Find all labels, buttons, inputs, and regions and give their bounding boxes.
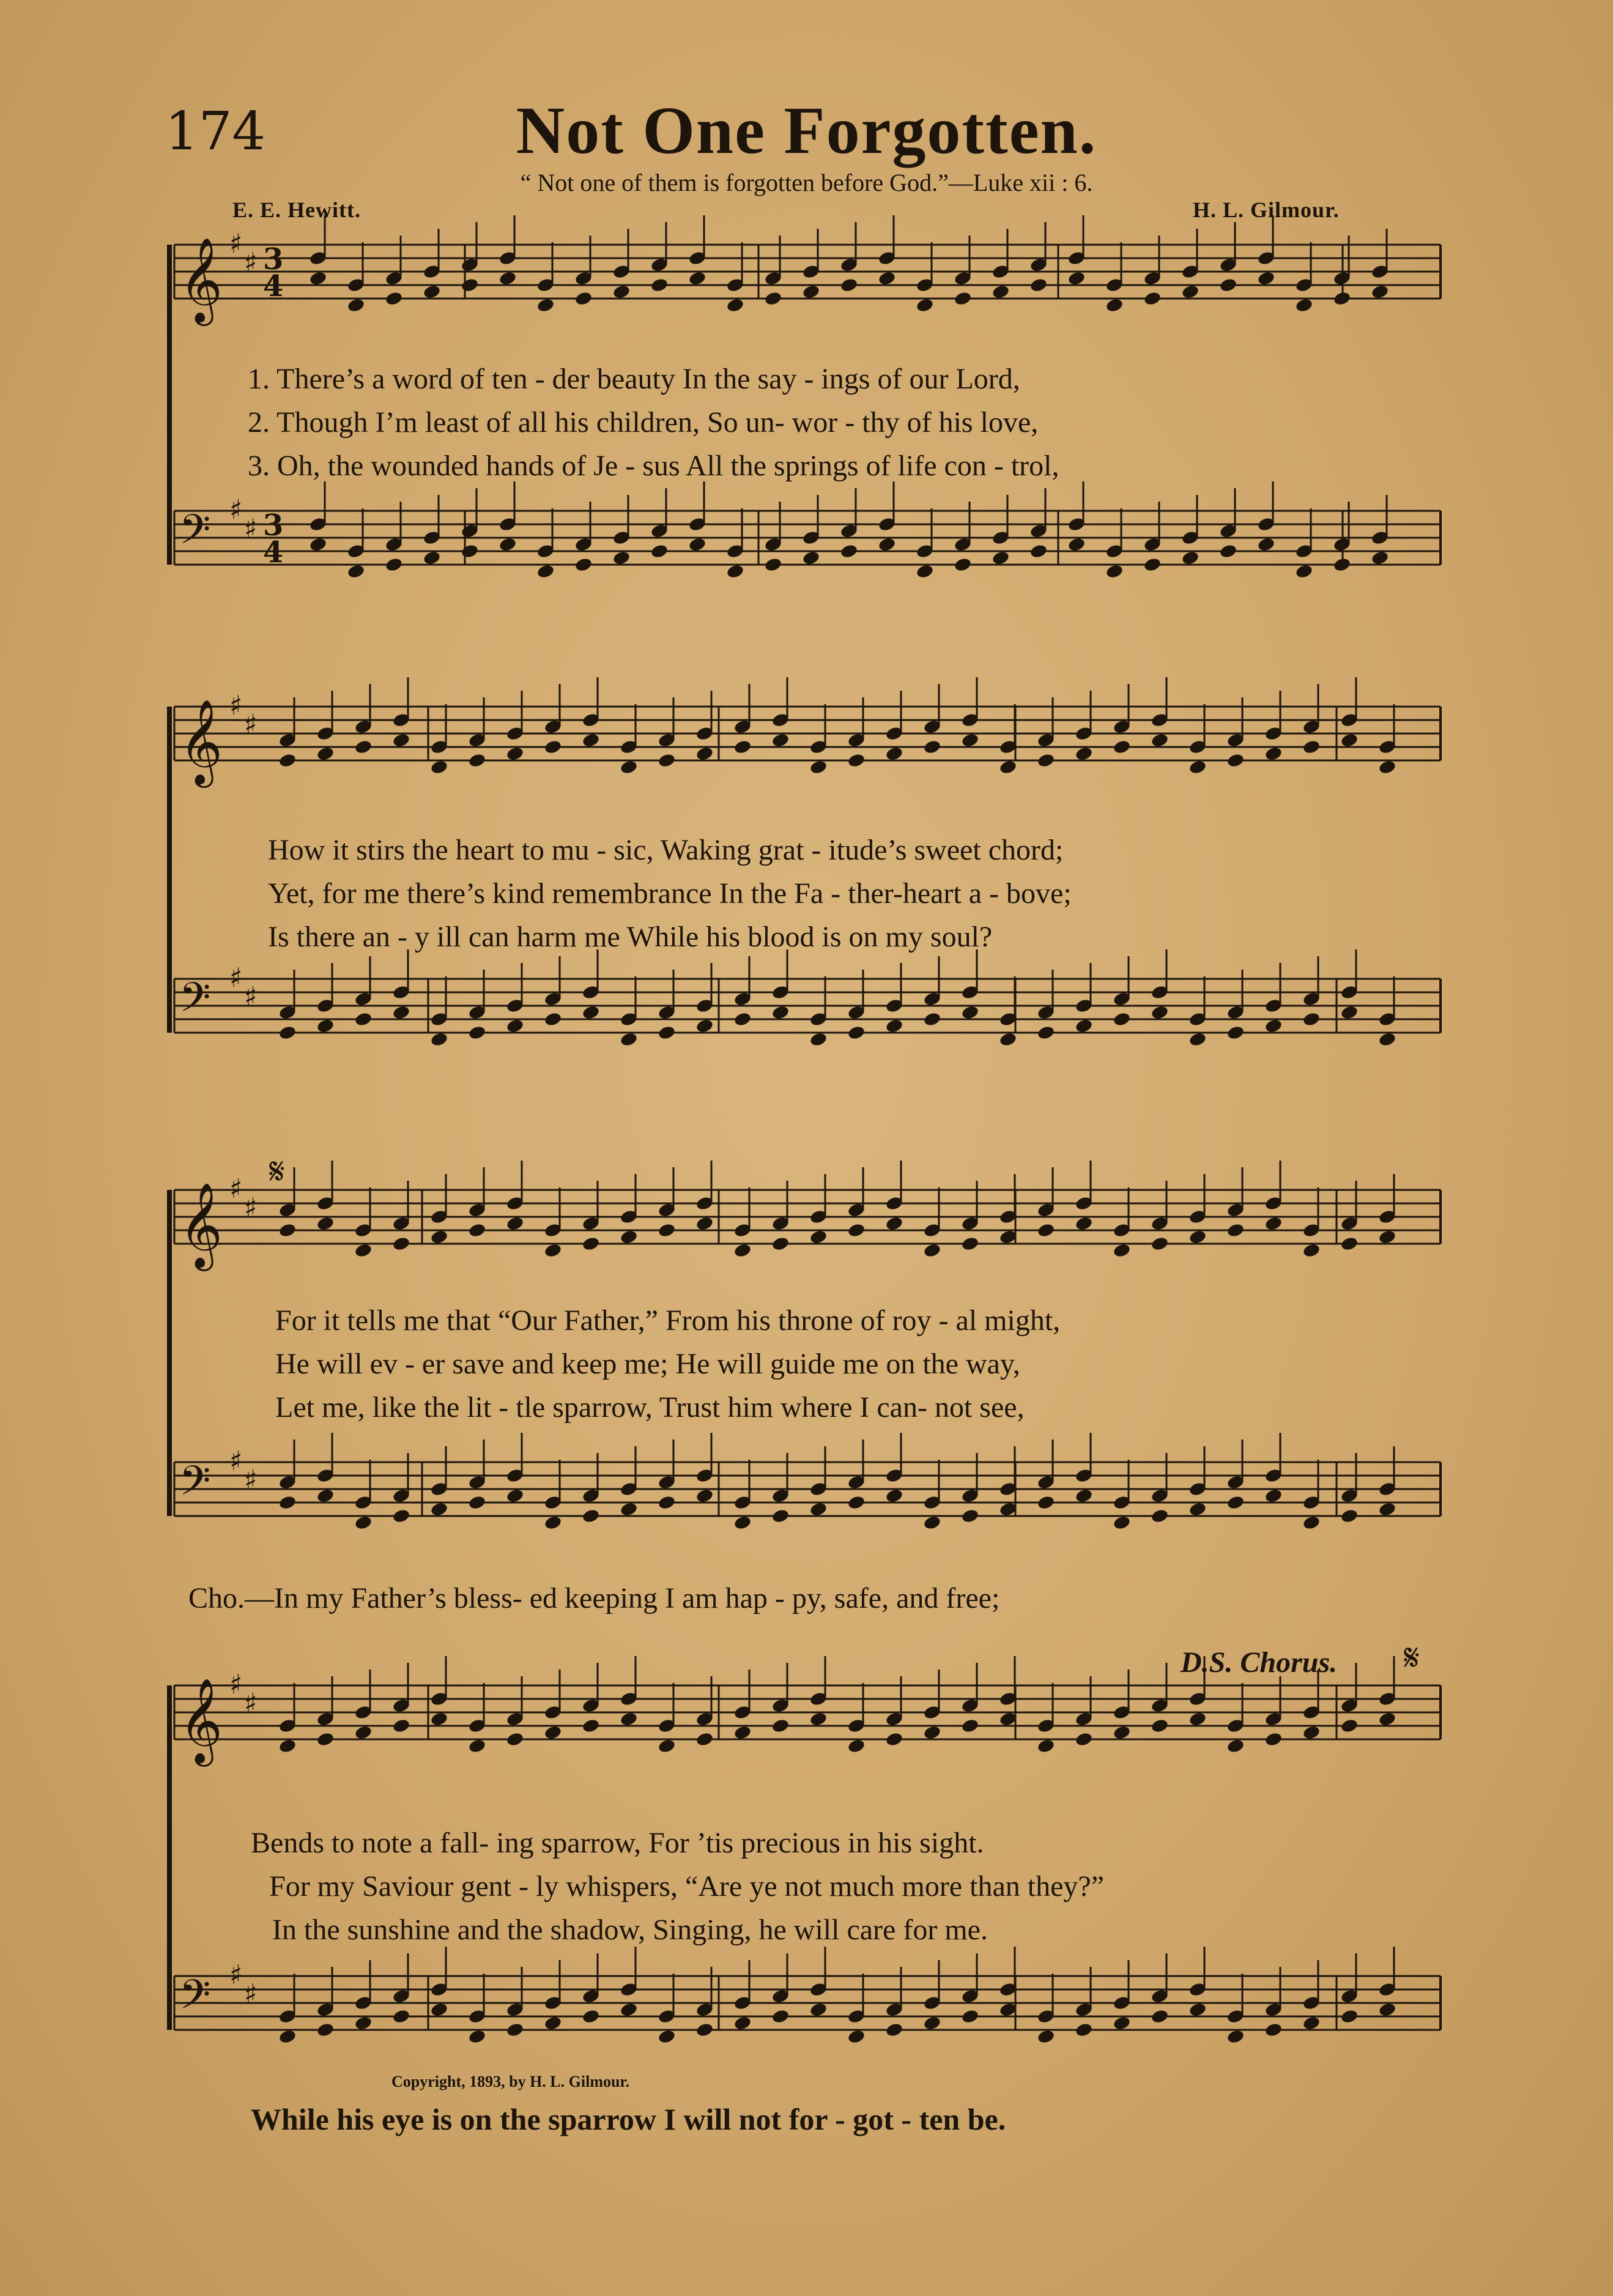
note-head	[392, 2008, 411, 2024]
note-head	[1188, 759, 1207, 775]
note-head	[612, 550, 631, 566]
note-head	[1113, 1725, 1132, 1741]
note-head	[1340, 2008, 1359, 2024]
note-head	[582, 732, 601, 748]
note-head	[316, 1488, 335, 1504]
bass-clef-icon: 𝄢	[179, 1971, 211, 2028]
note-head	[771, 732, 790, 748]
note-head	[764, 557, 783, 573]
note-head	[354, 1725, 373, 1741]
note-head	[574, 291, 593, 307]
note-head	[695, 1731, 714, 1747]
sharp-icon: ♯	[229, 494, 243, 526]
note-head	[582, 1508, 601, 1524]
note-head	[923, 1011, 942, 1027]
note-head	[316, 1216, 335, 1232]
system-2-verse-3: Is there an - y ill can harm me While his blood is on my soul?	[268, 921, 993, 953]
note-head	[1151, 1718, 1170, 1734]
note-head	[1378, 2002, 1397, 2018]
sharp-icon: ♯	[229, 690, 243, 722]
system-1-verse-1: 1. There’s a word of ten - der beauty In the say - ings of our Lord,	[248, 363, 1020, 395]
note-head	[809, 1711, 828, 1727]
treble-clef-icon: 𝄞	[179, 237, 223, 322]
note-head	[385, 291, 404, 307]
note-head	[499, 270, 517, 286]
sharp-icon: ♯	[229, 962, 243, 994]
note-head	[992, 550, 1010, 566]
note-head	[278, 1738, 297, 1754]
note-head	[809, 1229, 828, 1245]
note-head	[1151, 2008, 1170, 2024]
note-head	[1340, 1508, 1359, 1524]
note-head	[1075, 1018, 1094, 1034]
note-head	[1113, 1243, 1132, 1258]
note-head	[923, 1515, 942, 1531]
note-head	[764, 291, 783, 307]
sharp-icon: ♯	[244, 709, 258, 740]
note-head	[430, 2002, 449, 2018]
sharp-icon: ♯	[244, 1192, 258, 1224]
note-head	[1340, 1236, 1359, 1252]
note-head	[1113, 739, 1132, 755]
note-head	[1105, 297, 1124, 313]
note-head	[1219, 543, 1238, 559]
note-head	[1181, 550, 1200, 566]
note-head	[999, 759, 1018, 775]
system-4-verse-3: In the sunshine and the shadow, Singing, he will care for me.	[272, 1914, 988, 1946]
segno-icon: 𝄋	[269, 1150, 285, 1193]
system-4-verse-2: For my Saviour gent - ly whispers, “Are ye not much more than they?”	[269, 1870, 1104, 1903]
note-head	[612, 284, 631, 300]
hymn-title: Not One Forgotten.	[516, 93, 1097, 168]
note-head	[1188, 1501, 1207, 1517]
sharp-icon: ♯	[244, 513, 258, 544]
note-head	[695, 1216, 714, 1232]
note-head	[544, 1243, 563, 1258]
note-head	[468, 1495, 487, 1510]
note-head	[392, 1236, 411, 1252]
note-head	[278, 1025, 297, 1041]
note-head	[1143, 557, 1162, 573]
note-head	[916, 297, 935, 313]
bass-clef-icon: 𝄢	[179, 974, 211, 1031]
note-head	[544, 1725, 563, 1741]
time-signature: 4	[263, 535, 284, 570]
sharp-icon: ♯	[229, 228, 243, 260]
note-head	[468, 1025, 487, 1041]
note-head	[658, 1738, 677, 1754]
note-head	[309, 537, 328, 552]
sharp-icon: ♯	[229, 1669, 243, 1701]
note-head	[461, 277, 480, 293]
note-head	[885, 1018, 904, 1034]
note-head	[961, 1236, 980, 1252]
note-head	[1302, 2015, 1321, 2031]
note-head	[1333, 291, 1352, 307]
note-head	[809, 1031, 828, 1047]
note-head	[1037, 1222, 1056, 1238]
note-head	[1226, 752, 1245, 768]
note-head	[354, 2015, 373, 2031]
note-head	[506, 1731, 525, 1747]
note-head	[1226, 1025, 1245, 1041]
note-head	[1151, 1236, 1170, 1252]
note-head	[847, 1738, 866, 1754]
note-head	[1075, 2022, 1094, 2038]
note-head	[733, 2015, 752, 2031]
note-head	[809, 1501, 828, 1517]
note-head	[1143, 291, 1162, 307]
chorus-line-2: While his eye is on the sparrow I will not for - got - ten be.	[251, 2102, 1006, 2136]
note-head	[499, 537, 517, 552]
note-head	[506, 746, 525, 762]
chorus-line-1: Cho.—In my Father’s bless- ed keeping I am hap - py, safe, and free;	[188, 1582, 1000, 1614]
note-head	[506, 2022, 525, 2038]
note-head	[1378, 1711, 1397, 1727]
system-4-verse-1: Bends to note a fall- ing sparrow, For ’tis precious in his sight.	[251, 1827, 984, 1859]
note-head	[544, 739, 563, 755]
time-signature: 4	[263, 269, 284, 303]
note-head	[1371, 550, 1390, 566]
note-head	[771, 1005, 790, 1020]
note-head	[1226, 1495, 1245, 1510]
note-head	[847, 1025, 866, 1041]
note-head	[650, 277, 669, 293]
sharp-icon: ♯	[244, 1688, 258, 1719]
note-head	[1378, 1501, 1397, 1517]
treble-clef-icon: 𝄞	[179, 699, 223, 784]
note-head	[354, 1243, 373, 1258]
note-head	[1264, 1488, 1283, 1504]
note-head	[544, 1011, 563, 1027]
note-head	[733, 1011, 752, 1027]
note-head	[954, 557, 973, 573]
sharp-icon: ♯	[229, 1446, 243, 1477]
note-head	[961, 732, 980, 748]
note-head	[1264, 1216, 1283, 1232]
note-head	[1302, 1515, 1321, 1531]
treble-clef-icon: 𝄞	[179, 1678, 223, 1763]
note-head	[726, 563, 745, 579]
note-head	[688, 270, 707, 286]
note-head	[658, 2029, 677, 2045]
note-head	[1075, 1731, 1094, 1747]
note-head	[658, 1222, 677, 1238]
composer: H. L. Gilmour.	[1193, 198, 1340, 222]
note-head	[658, 1025, 677, 1041]
note-head	[392, 1718, 411, 1734]
note-head	[885, 1488, 904, 1504]
note-head	[885, 1731, 904, 1747]
note-head	[354, 1011, 373, 1027]
note-head	[733, 1243, 752, 1258]
note-head	[771, 1718, 790, 1734]
note-head	[923, 1725, 942, 1741]
note-head	[1378, 1031, 1397, 1047]
note-head	[954, 291, 973, 307]
note-head	[316, 746, 335, 762]
note-head	[392, 1005, 411, 1020]
note-head	[1075, 1488, 1094, 1504]
note-head	[316, 1731, 335, 1747]
note-head	[423, 284, 442, 300]
note-head	[278, 752, 297, 768]
note-head	[1037, 1738, 1056, 1754]
note-head	[506, 1018, 525, 1034]
sharp-icon: ♯	[244, 1465, 258, 1496]
note-head	[1226, 2029, 1245, 2045]
note-head	[992, 284, 1010, 300]
note-head	[1151, 1005, 1170, 1020]
note-head	[430, 1229, 449, 1245]
note-head	[582, 2008, 601, 2024]
note-head	[1113, 1515, 1132, 1531]
note-head	[1302, 739, 1321, 755]
lyricist: E. E. Hewitt.	[232, 198, 361, 222]
note-head	[1302, 1243, 1321, 1258]
note-head	[809, 2002, 828, 2018]
note-head	[1264, 1018, 1283, 1034]
note-head	[802, 284, 821, 300]
note-head	[1037, 752, 1056, 768]
note-head	[574, 557, 593, 573]
note-head	[1067, 537, 1086, 552]
sharp-icon: ♯	[244, 1978, 258, 2010]
note-head	[1257, 270, 1276, 286]
note-head	[1264, 2022, 1283, 2038]
note-head	[1219, 277, 1238, 293]
note-head	[695, 2022, 714, 2038]
copyright-notice: Copyright, 1893, by H. L. Gilmour.	[391, 2073, 630, 2090]
sharp-icon: ♯	[229, 1173, 243, 1205]
note-head	[885, 2022, 904, 2038]
note-head	[1075, 1216, 1094, 1232]
note-head	[392, 732, 411, 748]
note-head	[1264, 746, 1283, 762]
note-head	[468, 752, 487, 768]
ds-chorus-label: D.S. Chorus.	[1181, 1646, 1338, 1679]
note-head	[923, 739, 942, 755]
note-head	[923, 1243, 942, 1258]
time-signature: 3	[263, 242, 284, 277]
note-head	[347, 297, 366, 313]
note-head	[847, 1495, 866, 1510]
note-head	[1378, 759, 1397, 775]
system-1-verse-2: 2. Though I’m least of all his children, So un- wor - thy of his love,	[248, 406, 1039, 439]
note-head	[1257, 537, 1276, 552]
note-head	[1333, 557, 1352, 573]
note-head	[309, 270, 328, 286]
note-head	[354, 1515, 373, 1531]
note-head	[544, 2015, 563, 2031]
note-head	[1295, 297, 1314, 313]
system-2-verse-1: How it stirs the heart to mu - sic, Waking grat - itude’s sweet chord;	[268, 834, 1064, 866]
note-head	[1037, 1025, 1056, 1041]
note-head	[536, 563, 555, 579]
note-head	[620, 1229, 639, 1245]
note-head	[1037, 2029, 1056, 2045]
note-head	[802, 550, 821, 566]
note-head	[809, 759, 828, 775]
note-head	[695, 1488, 714, 1504]
note-head	[620, 1031, 639, 1047]
note-head	[468, 1222, 487, 1238]
note-head	[688, 537, 707, 552]
note-head	[1188, 1229, 1207, 1245]
note-head	[961, 1005, 980, 1020]
note-head	[1075, 746, 1094, 762]
note-head	[840, 543, 859, 559]
system-3-verse-3: Let me, like the lit - tle sparrow, Trust him where I can- not see,	[275, 1391, 1025, 1424]
system-1-verse-3: 3. Oh, the wounded hands of Je - sus All the springs of life con - trol,	[248, 450, 1059, 482]
system-3-verse-2: He will ev - er save and keep me; He will guide me on the way,	[275, 1348, 1020, 1380]
note-head	[1378, 1229, 1397, 1245]
note-head	[1029, 543, 1048, 559]
note-head	[658, 1495, 677, 1510]
note-head	[733, 739, 752, 755]
note-head	[506, 1488, 525, 1504]
note-head	[695, 746, 714, 762]
note-head	[726, 297, 745, 313]
note-head	[468, 2029, 487, 2045]
note-head	[423, 550, 442, 566]
note-head	[847, 1222, 866, 1238]
note-head	[620, 759, 639, 775]
note-head	[1226, 1738, 1245, 1754]
note-head	[430, 1501, 449, 1517]
note-head	[1302, 1725, 1321, 1741]
note-head	[733, 1515, 752, 1531]
time-signature: 3	[263, 508, 284, 543]
note-head	[430, 759, 449, 775]
note-head	[1340, 1005, 1359, 1020]
note-head	[544, 1515, 563, 1531]
sharp-icon: ♯	[229, 1960, 243, 1991]
note-head	[1188, 1031, 1207, 1047]
note-head	[733, 1725, 752, 1741]
sharp-icon: ♯	[244, 981, 258, 1012]
note-head	[430, 1031, 449, 1047]
page-number: 174	[165, 101, 266, 162]
epigraph: “ Not one of them is forgotten before God.”—Luke xii : 6.	[520, 169, 1093, 196]
sharp-icon: ♯	[244, 247, 258, 278]
note-head	[1226, 1222, 1245, 1238]
note-head	[1037, 1495, 1056, 1510]
note-head	[506, 1216, 525, 1232]
note-head	[1188, 2002, 1207, 2018]
segno-icon: 𝄋	[1404, 1637, 1420, 1679]
note-head	[1113, 2015, 1132, 2031]
note-head	[582, 1718, 601, 1734]
note-head	[385, 557, 404, 573]
note-head	[347, 563, 366, 579]
note-head	[620, 2002, 639, 2018]
note-head	[961, 2008, 980, 2024]
note-head	[278, 1495, 297, 1510]
note-head	[582, 1005, 601, 1020]
note-head	[961, 1718, 980, 1734]
note-head	[923, 2015, 942, 2031]
note-head	[878, 270, 897, 286]
bass-clef-icon: 𝄢	[179, 1457, 211, 1514]
note-head	[658, 752, 677, 768]
note-head	[582, 1236, 601, 1252]
note-head	[1302, 1011, 1321, 1027]
note-head	[1067, 270, 1086, 286]
note-head	[278, 2029, 297, 2045]
note-head	[847, 752, 866, 768]
note-head	[885, 1216, 904, 1232]
note-head	[1105, 563, 1124, 579]
note-head	[1371, 284, 1390, 300]
note-head	[536, 297, 555, 313]
note-head	[461, 543, 480, 559]
note-head	[1029, 277, 1048, 293]
bass-clef-icon: 𝄢	[179, 506, 211, 563]
note-head	[840, 277, 859, 293]
note-head	[620, 1711, 639, 1727]
note-head	[430, 1711, 449, 1727]
note-head	[1151, 732, 1170, 748]
note-head	[1264, 1731, 1283, 1747]
note-head	[316, 2022, 335, 2038]
note-head	[316, 1018, 335, 1034]
note-head	[392, 1508, 411, 1524]
note-head	[620, 1501, 639, 1517]
note-head	[771, 2008, 790, 2024]
note-head	[1151, 1508, 1170, 1524]
note-head	[695, 1018, 714, 1034]
note-head	[847, 2029, 866, 2045]
note-head	[771, 1508, 790, 1524]
note-head	[878, 537, 897, 552]
system-2-verse-2: Yet, for me there’s kind remembrance In the Fa - ther-heart a - bove;	[268, 877, 1072, 910]
note-head	[1181, 284, 1200, 300]
system-3-verse-1: For it tells me that “Our Father,” From his throne of roy - al might,	[275, 1304, 1061, 1337]
note-head	[885, 746, 904, 762]
treble-clef-icon: 𝄞	[179, 1183, 223, 1268]
note-head	[1340, 1718, 1359, 1734]
note-head	[1295, 563, 1314, 579]
note-head	[999, 1031, 1018, 1047]
note-head	[354, 739, 373, 755]
note-head	[961, 1508, 980, 1524]
note-head	[916, 563, 935, 579]
note-head	[1188, 1711, 1207, 1727]
note-head	[650, 543, 669, 559]
note-head	[1113, 1011, 1132, 1027]
note-head	[468, 1738, 487, 1754]
note-head	[278, 1222, 297, 1238]
note-head	[1340, 732, 1359, 748]
note-head	[771, 1236, 790, 1252]
